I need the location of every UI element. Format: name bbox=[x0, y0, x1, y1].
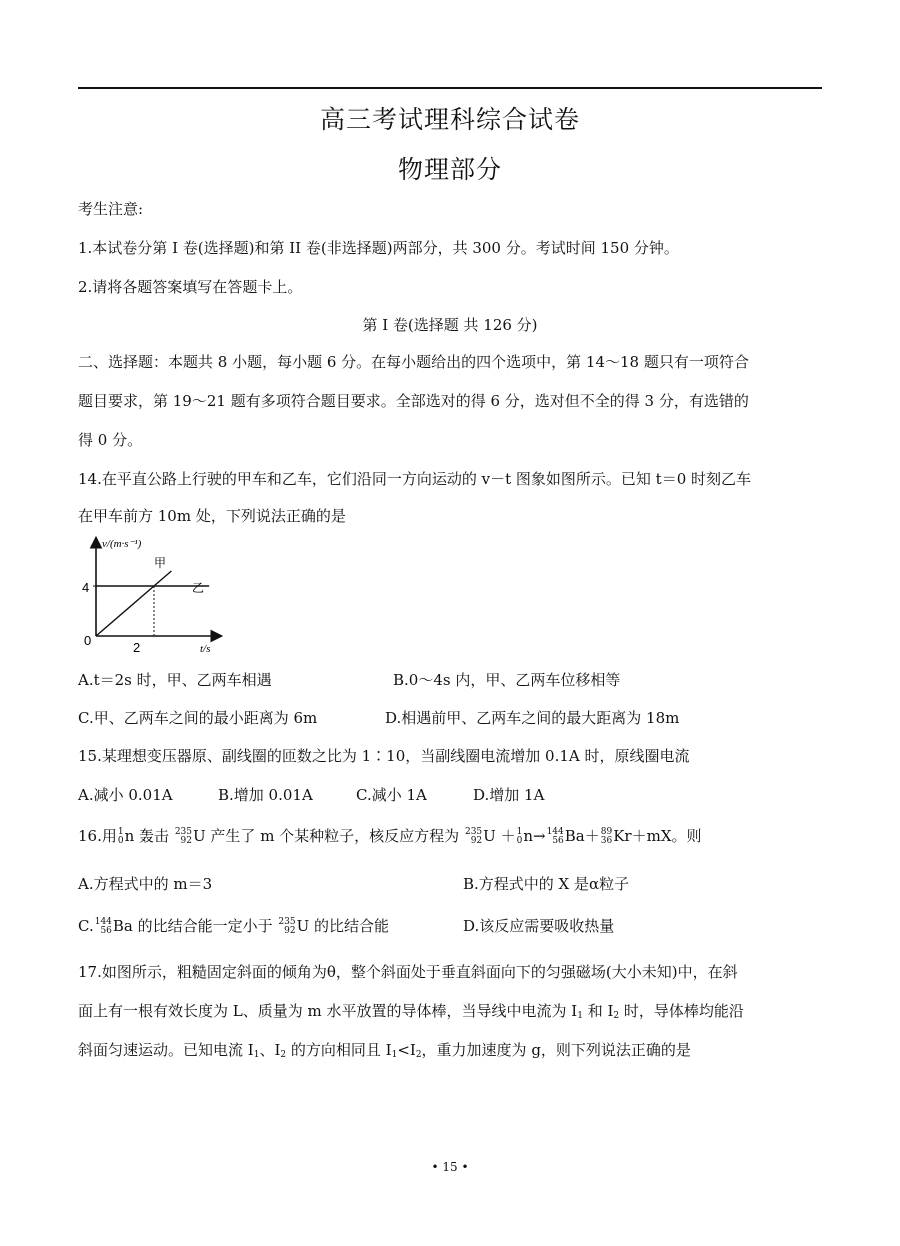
y-tick-label: 4 bbox=[82, 580, 90, 595]
q16-option-d: D.该反应需要吸收热量 bbox=[463, 917, 615, 935]
series-line-0 bbox=[96, 571, 171, 636]
top-rule bbox=[78, 87, 822, 89]
exam-title: 高三考试理科综合试卷 bbox=[319, 105, 580, 134]
q15-option-d: D.增加 1A bbox=[473, 786, 545, 804]
q16-option-c: C. 144 56 Ba 的比结合能一定小于 235 92 U 的比结合能 bbox=[78, 917, 390, 936]
notice-item-1: 1.本试卷分第 I 卷(选择题)和第 II 卷(非选择题)两部分，共 300 分。考试时间 150 分钟。 bbox=[78, 239, 679, 257]
section-instructions-2: 题目要求，第 19～21 题有多项符合题目要求。全部选对的得 6 分，选对但不全的得 3 分，有选错的 bbox=[78, 392, 749, 410]
section-instructions-1: 二、选择题：本题共 8 小题，每小题 6 分。在每小题给出的四个选项中，第 14～18 题只有一项符合 bbox=[78, 353, 749, 371]
q15-option-c: C.减小 1A bbox=[356, 786, 427, 804]
q17-stem-1: 17.如图所示，粗糙固定斜面的倾角为θ，整个斜面处于垂直斜面向下的匀强磁场(大小未知)中，在斜 bbox=[78, 963, 738, 981]
section-instructions-3: 得 0 分。 bbox=[78, 431, 143, 449]
series-yi-label: 乙 bbox=[192, 581, 205, 595]
x-tick-label: 2 bbox=[133, 640, 141, 655]
origin-label: 0 bbox=[84, 633, 92, 648]
q17-stem-2: 面上有一根有效长度为 L、质量为 m 水平放置的导体棒，当导线中电流为 $I_1$ 和 $I_2$ 时，导体棒均能沿 bbox=[78, 1002, 744, 1021]
x-axis-label: t/s bbox=[200, 643, 211, 655]
uranium-nuclide-c: 235 92 bbox=[278, 917, 296, 936]
q14-stem-2: 在甲车前方 10m 处，下列说法正确的是 bbox=[78, 507, 346, 525]
notice-heading: 考生注意: bbox=[78, 200, 144, 218]
krypton-nuclide: 89 36 bbox=[600, 827, 613, 846]
q14-option-a: A.t＝2s 时，甲、乙两车相遇 bbox=[78, 671, 272, 689]
exam-subtitle: 物理部分 bbox=[397, 155, 502, 184]
series-jia-label: 甲 bbox=[154, 556, 167, 570]
q16-option-b: B.方程式中的 X 是α粒子 bbox=[463, 875, 630, 893]
vt-graph bbox=[82, 533, 232, 658]
q16-option-a: A.方程式中的 m＝3 bbox=[78, 875, 213, 893]
reaction-arrow: → bbox=[533, 827, 546, 845]
page-number: • 15 • bbox=[431, 1160, 469, 1174]
q14-option-c: C.甲、乙两车之间的最小距离为 6m bbox=[78, 709, 318, 727]
barium-nuclide-c: 144 56 bbox=[94, 917, 112, 936]
uranium-nuclide-eq: 235 92 bbox=[464, 827, 483, 846]
q14-option-b: B.0～4s 内，甲、乙两车位移相等 bbox=[393, 671, 621, 689]
q15-stem: 15.某理想变压器原、副线圈的匝数之比为 1∶10，当副线圈电流增加 0.1A 时，原线圈电流 bbox=[78, 747, 690, 765]
barium-nuclide: 144 56 bbox=[546, 827, 564, 846]
y-axis-label: v/(m·s⁻¹) bbox=[102, 538, 142, 550]
q14-stem-1: 14.在平直公路上行驶的甲车和乙车，它们沿同一方向运动的 v－t 图象如图所示。已知 t＝0 时刻乙车 bbox=[78, 470, 752, 488]
section-title: 第 I 卷(选择题 共 126 分) bbox=[362, 316, 538, 334]
q17-stem-3: 斜面匀速运动。已知电流 $I_1$、$I_2$ 的方向相同且 $I_1<I_2$，重力加速度为 g，则下列说法正确的是 bbox=[78, 1041, 691, 1060]
neutron-nuclide: 1 0 bbox=[117, 827, 124, 846]
neutron-nuclide-eq: 1 0 bbox=[516, 827, 523, 846]
notice-item-2: 2.请将各题答案填写在答题卡上。 bbox=[78, 278, 303, 296]
q16-stem: 16.用 1 0 n 轰击 235 92 U 产生了 m 个某种粒子，核反应方程为 235 92 U ＋ 1 0 n→ 144 56 Ba＋ 89 36 Kr＋mX。则 bbox=[78, 827, 702, 846]
q14-option-d: D.相遇前甲、乙两车之间的最大距离为 18m bbox=[385, 709, 680, 727]
q15-option-b: B.增加 0.01A bbox=[218, 786, 313, 804]
q15-option-a: A.减小 0.01A bbox=[78, 786, 173, 804]
uranium-nuclide: 235 92 bbox=[174, 827, 192, 846]
